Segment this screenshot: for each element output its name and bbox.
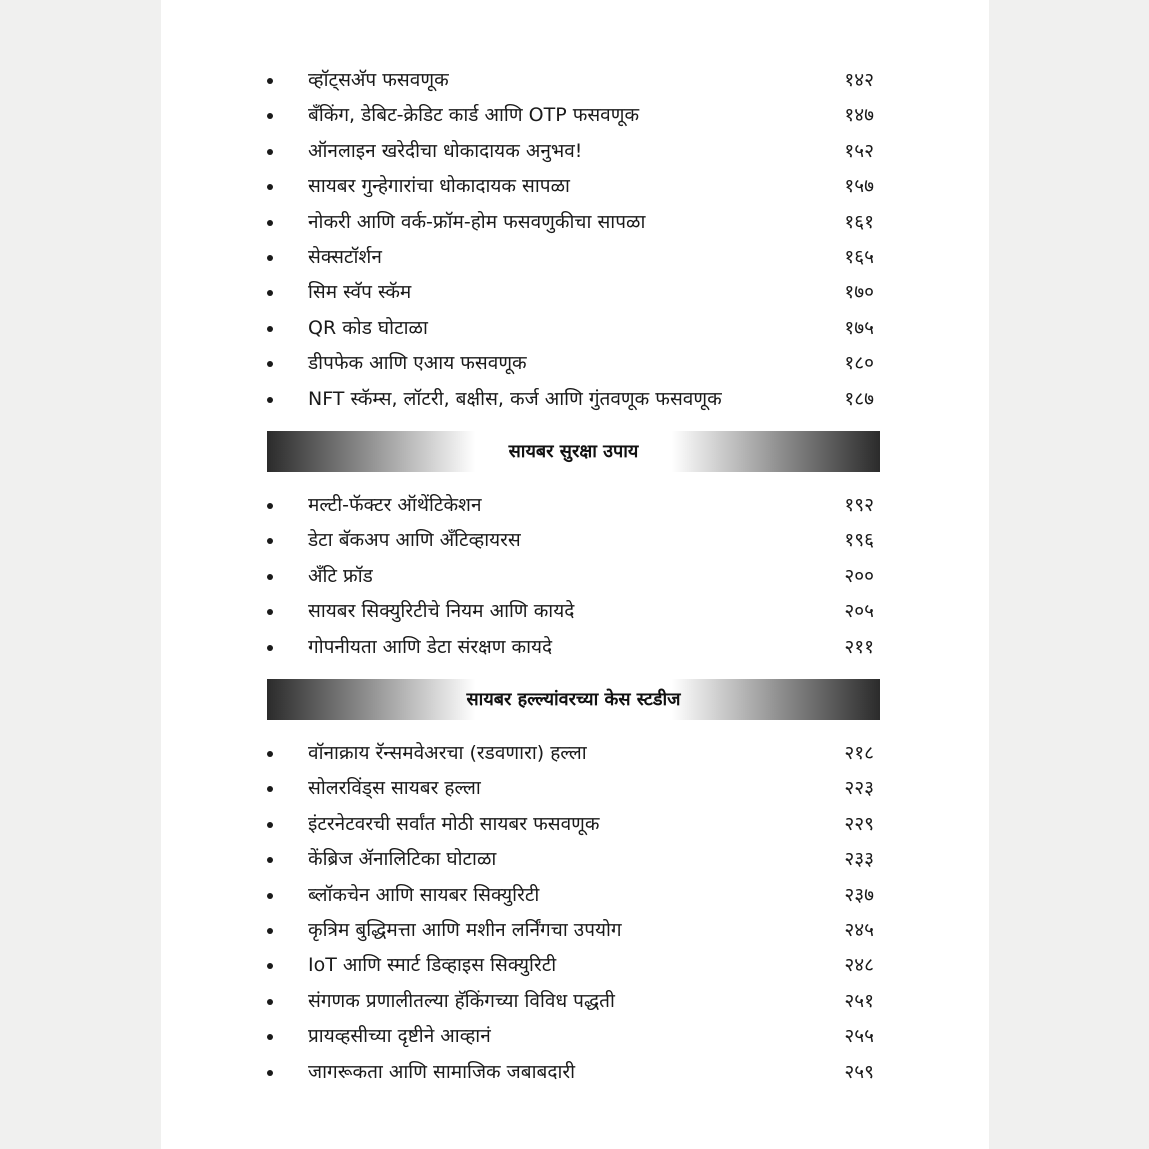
toc-entry: [267, 630, 880, 665]
entry-page-number: २२३: [844, 777, 874, 800]
toc-entry: [267, 559, 880, 594]
entry-page-number: २३३: [844, 848, 874, 871]
toc-entry: [267, 205, 880, 240]
toc-entry: [267, 98, 880, 133]
section-heading-band: [267, 679, 880, 720]
book-page: [161, 0, 989, 1149]
toc-entry: [267, 134, 880, 169]
entry-title: सायबर सिक्युरिटीचे नियम आणि कायदे: [308, 600, 575, 623]
entry-title: वॉनाक्राय रॅन्समवेअरचा (रडवणारा) हल्ला: [308, 742, 587, 764]
entry-page-number: १८७: [844, 387, 874, 410]
entry-page-number: २२९: [844, 812, 874, 835]
entry-title: सोलरविंड्स सायबर हल्ला: [308, 777, 481, 800]
toc-entry: [267, 1019, 880, 1054]
entry-title: ऑनलाइन खरेदीचा धोकादायक अनुभव!: [308, 139, 583, 162]
toc-entry: [267, 346, 880, 381]
toc-section-3: [267, 736, 880, 1090]
entry-title: केंब्रिज ॲनालिटिका घोटाळा: [308, 848, 497, 871]
toc-entry: [267, 488, 880, 523]
entry-title: संगणक प्रणालीतल्या हॅकिंगच्या विविध पद्धती: [308, 989, 615, 1012]
entry-title: QR कोड घोटाळा: [308, 316, 428, 339]
toc-entry: [267, 807, 880, 842]
toc-entry: [267, 984, 880, 1019]
entry-title: सायबर गुन्हेगारांचा धोकादायक सापळा: [308, 175, 570, 198]
entry-title: प्रायव्हसीच्या दृष्टीने आव्हानं: [308, 1025, 491, 1048]
entry-page-number: २०५: [844, 600, 874, 623]
entry-title: इंटरनेटवरची सर्वांत मोठी सायबर फसवणूक: [308, 812, 600, 835]
entry-title: ब्लॉकचेन आणि सायबर सिक्युरिटी: [308, 883, 540, 906]
entry-page-number: १८०: [844, 352, 874, 375]
section-heading: सायबर सुरक्षा उपाय: [508, 441, 639, 462]
entry-title: मल्टी-फॅक्टर ऑथेंटिकेशन: [308, 494, 482, 516]
entry-title: बँकिंग, डेबिट-क्रेडिट कार्ड आणि OTP फसवणूक: [308, 104, 640, 127]
entry-page-number: २१८: [844, 742, 874, 764]
entry-page-number: १७०: [844, 281, 874, 304]
entry-title: सिम स्वॅप स्कॅम: [308, 281, 412, 304]
entry-title: सेक्सटॉर्शन: [308, 245, 382, 268]
entry-page-number: १५२: [844, 139, 874, 162]
section-heading: सायबर हल्ल्यांवरच्या केस स्टडीज: [466, 689, 681, 710]
entry-page-number: १७५: [844, 316, 874, 339]
toc-entry: [267, 169, 880, 204]
entry-page-number: १९६: [844, 529, 874, 552]
entry-page-number: २५१: [844, 989, 874, 1012]
entry-page-number: १४७: [844, 104, 874, 127]
entry-page-number: २४५: [844, 918, 874, 941]
entry-page-number: १४२: [844, 69, 874, 91]
entry-title: व्हॉट्सअ‍ॅप फसवणूक: [308, 69, 449, 91]
entry-page-number: २४८: [844, 954, 874, 977]
toc-entry: [267, 594, 880, 629]
toc-entry: [267, 1055, 880, 1090]
entry-title: जागरूकता आणि सामाजिक जबाबदारी: [308, 1060, 576, 1083]
entry-title: डीपफेक आणि एआय फसवणूक: [308, 352, 527, 375]
toc-entry: [267, 275, 880, 310]
entry-page-number: २५९: [844, 1060, 874, 1083]
toc-entry: [267, 240, 880, 275]
entry-page-number: २००: [844, 564, 874, 587]
entry-title: NFT स्कॅम्स, लॉटरी, बक्षीस, कर्ज आणि गुंतवणूक फसवणूक: [308, 387, 722, 410]
toc-entry: [267, 523, 880, 558]
entry-title: नोकरी आणि वर्क-फ्रॉम-होम फसवणुकीचा सापळा: [308, 210, 646, 233]
entry-title: अँटि फ्रॉड: [308, 564, 373, 587]
toc-entry: [267, 913, 880, 948]
toc-entry: [267, 948, 880, 983]
entry-page-number: १६५: [844, 245, 874, 268]
toc-section-2: [267, 488, 880, 665]
toc-entry: [267, 382, 880, 417]
entry-title: गोपनीयता आणि डेटा संरक्षण कायदे: [308, 635, 553, 658]
toc-entry: [267, 736, 880, 771]
entry-page-number: २३७: [844, 883, 874, 906]
entry-page-number: १५७: [844, 175, 874, 198]
entry-title: IoT आणि स्मार्ट डिव्हाइस सिक्युरिटी: [308, 954, 557, 977]
entry-page-number: २११: [844, 635, 874, 658]
entry-page-number: १९२: [844, 494, 874, 516]
toc-entry: [267, 878, 880, 913]
entry-title: कृत्रिम बुद्धिमत्ता आणि मशीन लर्निंगचा उपयोग: [308, 918, 622, 941]
entry-title: डेटा बॅकअप आणि अँटिव्हायरस: [308, 529, 521, 552]
toc-entry: [267, 63, 880, 98]
toc-entry: [267, 771, 880, 806]
toc-section-1: [267, 63, 880, 417]
entry-page-number: १६१: [844, 210, 874, 233]
toc-entry: [267, 311, 880, 346]
entry-page-number: २५५: [844, 1025, 874, 1048]
section-heading-band: [267, 431, 880, 472]
toc-entry: [267, 842, 880, 877]
